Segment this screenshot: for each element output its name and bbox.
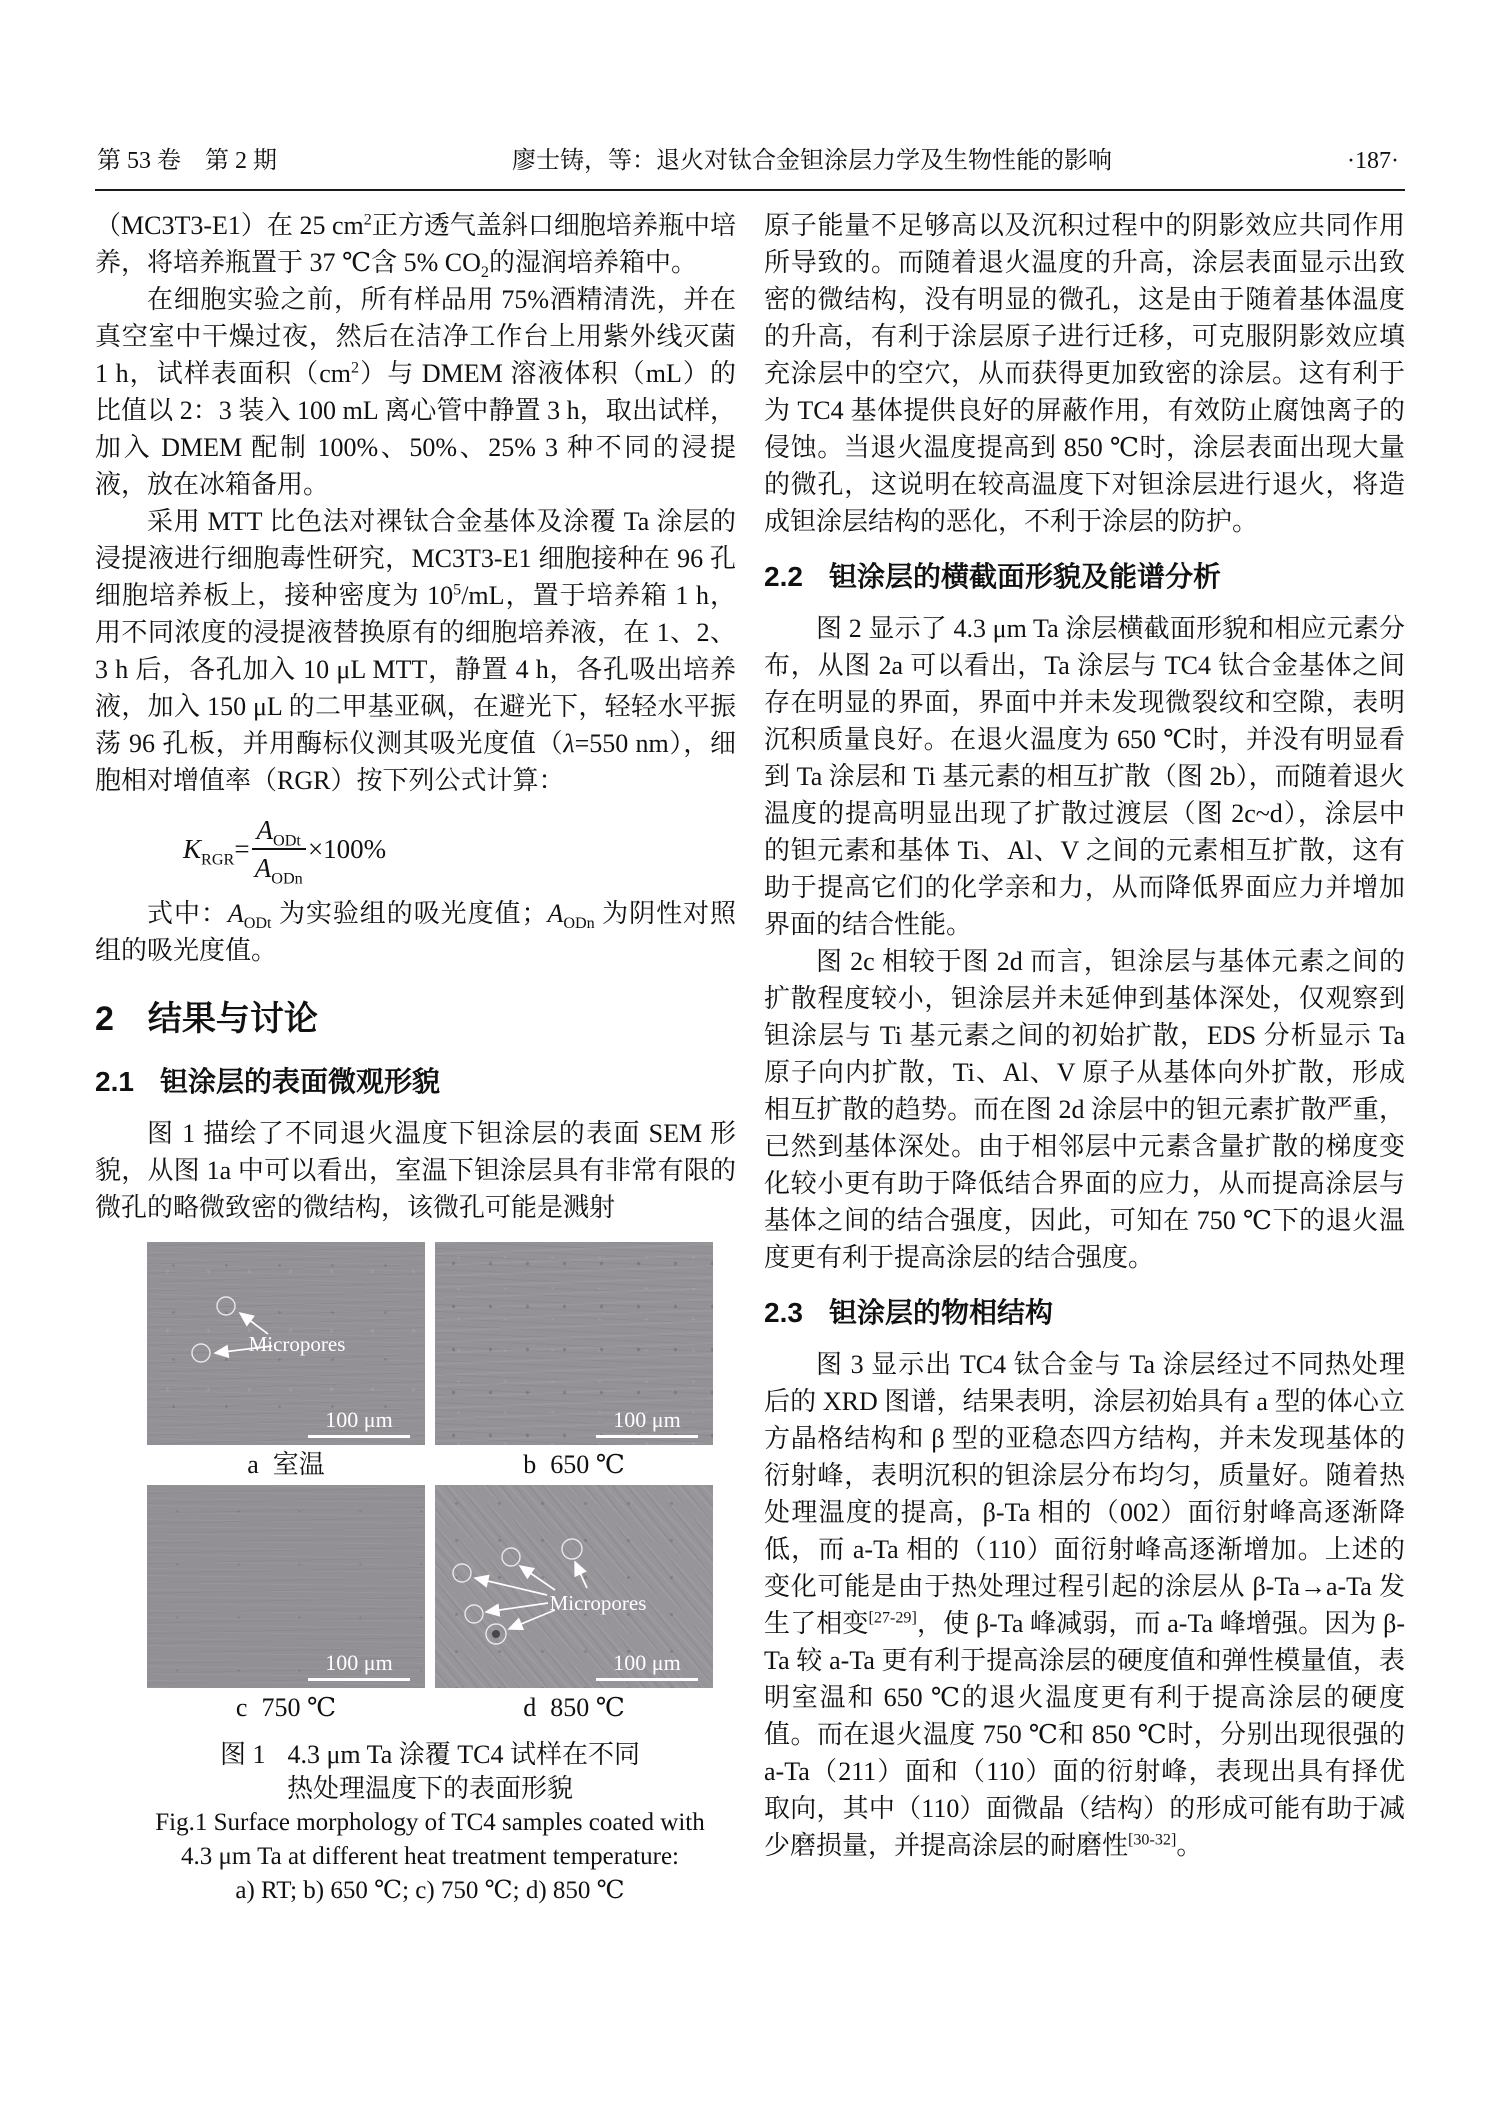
text-run: 图 2 显示了 4.3 μm Ta 涂层横截面形貌和相应元素分布，从图 2a 可以看出，Ta 涂层与 TC4 钛合金基体之间存在明显的界面，界面中并未发现微裂纹和空隙，表明沉积质量良好。在退火温度为 650 ℃时，并没有明显看到 Ta 涂层和 Ti 基元素的相互扩散（图 2b），而随着退火温度的提高明显出现了扩散过渡层（图 2c~d），涂层中的钽元素和基体 Ti、Al、V 之间的元素相互扩散，这有助于提高它们的化学亲和力，从而降低界面应力并增加界面的结合性能。 (764, 614, 1405, 939)
text-run: ODn (563, 915, 595, 933)
annotation-arrow (575, 1562, 587, 1588)
micropore-circle (217, 1297, 235, 1315)
micropore-circle (502, 1548, 520, 1566)
text-run: [27-29] (868, 1609, 917, 1627)
heading-number: 2.2 (764, 561, 803, 592)
two-column-body (95, 207, 1405, 1908)
formula-lhs (183, 831, 234, 868)
section-heading (95, 1065, 736, 1099)
heading-title: 钽涂层的表面微观形貌 (159, 1066, 440, 1097)
column-right (764, 207, 1405, 1908)
scalebar-line (596, 1678, 698, 1681)
scalebar-line (596, 1435, 698, 1438)
scalebar-text: 100 μm (325, 1650, 393, 1675)
heading-title: 钽涂层的横截面形貌及能谱分析 (828, 561, 1221, 592)
micropore-circle (562, 1539, 582, 1559)
text-run: 2 (350, 359, 360, 377)
formula-k-sub: RGR (201, 849, 235, 868)
panel-condition: 室温 (272, 1450, 325, 1479)
caption-en-line2: 4.3 μm Ta at different heat treatment temperature: (180, 1843, 680, 1870)
fraction-denominator (254, 850, 303, 888)
header-page-number: ·187· (1347, 148, 1399, 174)
scalebar-text: 100 μm (613, 1650, 681, 1675)
paragraph (764, 943, 1405, 1276)
panel-label-a (147, 1445, 425, 1485)
equals-sign: = (234, 833, 250, 864)
annotation-arrow (475, 1578, 547, 1595)
text-run: 图 3 显示出 TC4 钛合金与 Ta 涂层经过不同热处理后的 XRD 图谱，结果表明，涂层初始具有 a 型的体心立方晶格结构和 β 型的亚稳态四方结构，并未发现基体的衍射峰，表明沉积的钽涂层分布均匀，质量好。随着热处理温度的提高，β-Ta 相的（002）面衍射峰高逐渐降低，而 a-Ta 相的（110）面衍射峰高逐渐增加。上述的变化可能是由于热处理过程引起的涂层从 β-Ta→a-Ta 发生了相变 (764, 1350, 1405, 1638)
annotation-arrow (486, 1603, 548, 1612)
text-run: 原子能量不足够高以及沉积过程中的阴影效应共同作用所导致的。而随着退火温度的升高，涂层表面显示出致密的微结构，没有明显的微孔，这是由于随着基体温度的升高，有利于涂层原子进行迁移，可克服阴影效应填充涂层中的空穴，从而获得更加致密的涂层。这有利于为 TC4 基体提供良好的屏蔽作用，有效防止腐蚀离子的侵蚀。当退火温度提高到 850 ℃时，涂层表面出现大量的微孔，这说明在较高温度下对钽涂层进行退火，将造成钽涂层结构的恶化，不利于涂层的防护。 (764, 211, 1405, 536)
running-header (95, 140, 1405, 191)
text-run: 为阴性对照组的吸光度值。 (95, 899, 736, 965)
paragraph (95, 281, 736, 503)
text-run: 。 (1176, 1831, 1203, 1860)
panel-letter: c (235, 1693, 248, 1722)
rgr-formula (183, 813, 736, 888)
panel-label-c (147, 1688, 425, 1728)
formula-fraction (252, 813, 306, 888)
heading-title: 钽涂层的物相结构 (828, 1297, 1053, 1328)
scalebar-c (308, 1651, 410, 1681)
text-run: （MC3T3-E1）在 25 cm (95, 211, 364, 240)
annotation-arrow (240, 1313, 268, 1334)
section-heading (95, 999, 736, 1039)
text-run: 2 (363, 211, 372, 229)
scalebar-text: 100 μm (613, 1407, 681, 1432)
caption-zh-text: 4.3 μm Ta 涂覆 TC4 试样在不同 (287, 1740, 641, 1769)
numerator-a: A (256, 815, 274, 845)
panel-letter: d (523, 1693, 537, 1722)
column-right-blocks (764, 207, 1405, 1864)
text-run: 5 (453, 581, 462, 599)
text-run: =550 nm），细胞相对增值率（RGR）按下列公式计算： (95, 729, 736, 795)
figure-1 (147, 1242, 713, 1908)
annotation-arrow (520, 1566, 555, 1590)
formula-k: K (183, 833, 202, 864)
text-run: 为实验组的吸光度值； (271, 899, 548, 928)
heading-number: 2.1 (95, 1066, 134, 1097)
scalebar-text: 100 μm (325, 1407, 393, 1432)
micropore-circle (192, 1344, 210, 1362)
header-article-title: 廖士铸，等：退火对钛合金钽涂层力学及生物性能的影响 (512, 148, 1112, 174)
caption-en-line1: Fig.1 Surface morphology of TC4 samples coated with (155, 1809, 705, 1836)
text-run: 采用 MTT 比色法对裸钛合金基体及涂覆 Ta 涂层的浸提液进行细胞毒性研究，MC3T3-E1 细胞接种在 96 孔细胞培养板上，接种密度为 10 (95, 507, 736, 610)
page-content (95, 140, 1405, 1908)
panel-condition: 750 ℃ (261, 1693, 337, 1722)
heading-number: 2.3 (764, 1297, 803, 1328)
text-run: A (227, 899, 244, 928)
text-run: 在细胞实验之前，所有样品用 75%酒精清洗，并在真空室中干燥过夜，然后在洁净工作台上用紫外线灭菌 1 h，试样表面积（cm (95, 285, 736, 388)
text-run: λ (563, 729, 575, 758)
text-run: 图 2c 相较于图 2d 而言，钽涂层与基体元素之间的扩散程度较小，钽涂层并未延伸到基体深处，仅观察到钽涂层与 Ti 基元素之间的初始扩散，EDS 分析显示 Ta 原子向内扩散，Ti、Al、V 原子从基体向外扩散，形成相互扩散的趋势。而在图 2d 涂层中的钽元素扩散严重，已然到基体深处。由于相邻层中元素含量扩散的梯度变化较小更有助于降低结合界面的应力，从而提高涂层与基体之间的结合强度，因此，可知在 750 ℃下的退火温度更有利于提高涂层的结合强度。 (764, 947, 1405, 1272)
text-run: 的湿润培养箱中。 (488, 248, 697, 277)
text-run: ODt (243, 915, 272, 933)
panel-condition: 650 ℃ (550, 1450, 625, 1479)
scalebar-b (596, 1408, 698, 1438)
paragraph (764, 207, 1405, 540)
sem-image-c-750 (147, 1485, 425, 1688)
paragraph (95, 895, 736, 969)
section-heading (764, 560, 1405, 594)
micropores-label: Micropores (549, 1591, 647, 1615)
header-issue: 第 53 卷 第 2 期 (97, 148, 277, 174)
panel-letter: a (247, 1450, 259, 1479)
scalebar-d (596, 1651, 698, 1681)
text-run: 2 (480, 264, 489, 282)
times-100-percent: ×100% (307, 833, 387, 864)
text-run: [30-32] (1128, 1831, 1177, 1849)
figure-1-caption (147, 1738, 713, 1908)
text-run: A (547, 899, 564, 928)
fraction-numerator (252, 813, 306, 850)
annotation-arrow (509, 1610, 555, 1629)
paragraph (95, 1115, 736, 1226)
micropores-label: Micropores (248, 1332, 346, 1356)
text-run: 图 1 描绘了不同退火温度下钽涂层的表面 SEM 形貌，从图 1a 中可以看出，室温下钽涂层具有非常有限的微孔的略微致密的微结构，该微孔可能是溅射 (95, 1119, 736, 1222)
micropore-circle (453, 1564, 471, 1582)
numerator-sub: ODt (273, 831, 301, 850)
micropore-circle (465, 1605, 483, 1623)
denominator-a: A (254, 853, 272, 883)
sem-image-b-650 (435, 1242, 713, 1445)
text-run: /mL，置于培养箱 1 h，用不同浓度的浸提液替换原有的细胞培养液，在 1、2、3 h 后，各孔加入 10 μL MTT，静置 4 h，各孔吸出培养液，加入 150 μL 的二甲基亚砜，在避光下，轻轻水平振荡 96 孔板，并用酶标仪测其吸光度值（ (95, 581, 736, 758)
figure-1-grid (147, 1242, 713, 1728)
sem-image-a-rt (147, 1242, 425, 1445)
text-run: 正方透气盖斜口细胞培养瓶中培养，将培养瓶置于 37 ℃含 5% CO (95, 211, 736, 277)
text-run: ）与 DMEM 溶液体积（mL）的比值以 2：3 装入 100 mL 离心管中静置 3 h，取出试样，加入 DMEM 配制 100%、50%、25% 3 种不同的浸提液，放在冰箱备用。 (95, 359, 736, 499)
paragraph (95, 503, 736, 799)
heading-number: 2 (95, 1000, 114, 1038)
text-run: ，使 β-Ta 峰减弱，而 a-Ta 峰增强。因为 β-Ta 较 a-Ta 更有利于提高涂层的硬度值和弹性模量值，表明室温和 650 ℃的退火温度更有利于提高涂层的硬度值。而在退火温度 750 ℃和 850 ℃时，分别出现很强的 a-Ta（211）面和（110）面的衍射峰，表现出具有择优取向，其中（110）面微晶（结构）的形成可能有助于减少磨损量，并提高涂层的耐磨性 (764, 1609, 1405, 1860)
scalebar-line (308, 1435, 410, 1438)
paragraph (764, 610, 1405, 943)
caption-zh-line1 (147, 1738, 713, 1772)
micropore-dark-spot (492, 1630, 500, 1638)
panel-condition: 850 ℃ (550, 1693, 625, 1722)
section-heading (764, 1296, 1405, 1330)
caption-fig-no: 图 1 (219, 1740, 266, 1769)
text-run: 式中： (147, 899, 228, 928)
heading-title: 结果与讨论 (147, 1000, 318, 1038)
scalebar-line (308, 1678, 410, 1681)
paragraph (95, 207, 736, 281)
panel-label-d (435, 1688, 713, 1728)
denominator-sub: ODn (271, 869, 303, 888)
caption-en-line3: a) RT; b) 650 ℃; c) 750 ℃; d) 850 ℃ (235, 1877, 625, 1904)
panel-letter: b (523, 1450, 537, 1479)
panel-label-b (435, 1445, 713, 1485)
scalebar-a (308, 1408, 410, 1438)
column-left-blocks (95, 207, 736, 1226)
paragraph (764, 1346, 1405, 1864)
column-left (95, 207, 736, 1908)
caption-zh-line2: 热处理温度下的表面形貌 (286, 1774, 573, 1803)
sem-image-d-850 (435, 1485, 713, 1688)
